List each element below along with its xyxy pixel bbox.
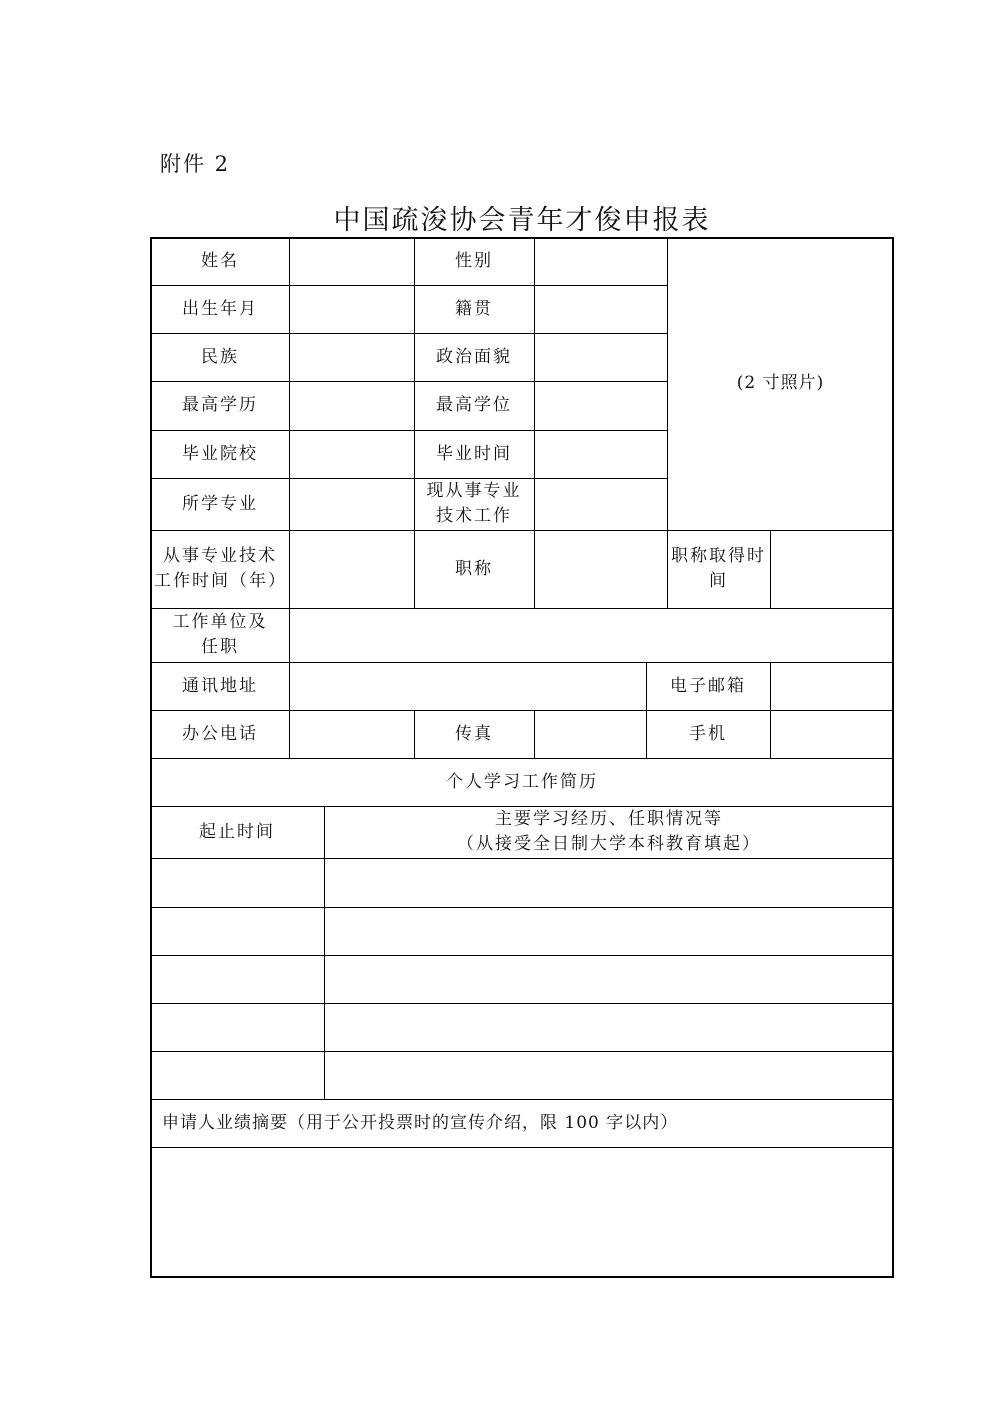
gender-input[interactable] bbox=[534, 237, 667, 285]
education-input[interactable] bbox=[290, 381, 414, 430]
political-status-label: 政治面貌 bbox=[436, 346, 512, 367]
resume-section-header: 个人学习工作简历 bbox=[446, 771, 598, 792]
resume-description-title: 主要学习经历、任职情况等 bbox=[495, 809, 723, 829]
professional-title-label: 职称 bbox=[455, 558, 493, 579]
photo-placeholder[interactable] bbox=[667, 237, 894, 530]
email-input[interactable] bbox=[770, 662, 894, 710]
degree-input[interactable] bbox=[534, 381, 667, 430]
resume-description-input[interactable] bbox=[324, 858, 894, 907]
address-label: 通讯地址 bbox=[182, 675, 258, 696]
school-label: 毕业院校 bbox=[182, 443, 258, 464]
professional-title-input[interactable] bbox=[534, 530, 667, 608]
resume-time-input[interactable] bbox=[150, 1003, 324, 1051]
office-phone-label: 办公电话 bbox=[182, 723, 258, 744]
graduation-time-label: 毕业时间 bbox=[436, 443, 512, 464]
birth-input[interactable] bbox=[290, 285, 414, 333]
mobile-label: 手机 bbox=[689, 723, 727, 744]
title-date-label: 职称取得时间 bbox=[671, 546, 766, 591]
achievement-summary-label: 申请人业绩摘要（用于公开投票时的宣传介绍，限 100 字以内） bbox=[162, 1112, 679, 1133]
political-status-input[interactable] bbox=[534, 333, 667, 381]
resume-description-input[interactable] bbox=[324, 1051, 894, 1099]
resume-time-input[interactable] bbox=[150, 907, 324, 955]
resume-time-input[interactable] bbox=[150, 1051, 324, 1099]
native-place-input[interactable] bbox=[534, 285, 667, 333]
resume-description-input[interactable] bbox=[324, 907, 894, 955]
form-title: 中国疏浚协会青年才俊申报表 bbox=[333, 205, 711, 236]
education-label: 最高学历 bbox=[182, 395, 258, 415]
name-label: 姓名 bbox=[201, 250, 239, 271]
achievement-summary-input[interactable] bbox=[150, 1147, 894, 1278]
ethnicity-input[interactable] bbox=[290, 333, 414, 381]
gender-label: 性别 bbox=[455, 250, 493, 271]
degree-label: 最高学位 bbox=[436, 395, 512, 415]
resume-time-input[interactable] bbox=[150, 858, 324, 907]
years-label: 从事专业技术工作时间（年） bbox=[154, 546, 287, 591]
major-label: 所学专业 bbox=[182, 493, 258, 514]
mobile-input[interactable] bbox=[770, 710, 894, 758]
resume-time-input[interactable] bbox=[150, 955, 324, 1003]
resume-description-header bbox=[324, 806, 894, 858]
photo-label: (2 寸照片) bbox=[736, 373, 825, 393]
birth-label: 出生年月 bbox=[182, 298, 258, 319]
graduation-time-input[interactable] bbox=[534, 430, 667, 478]
resume-time-header: 起止时间 bbox=[199, 821, 275, 842]
current-major-label: 现从事专业技术工作 bbox=[426, 481, 522, 526]
resume-description-input[interactable] bbox=[324, 1003, 894, 1051]
major-input[interactable] bbox=[290, 478, 414, 530]
address-input[interactable] bbox=[290, 662, 646, 710]
native-place-label: 籍贯 bbox=[455, 298, 493, 319]
school-input[interactable] bbox=[290, 430, 414, 478]
resume-description-note: （从接受全日制大学本科教育填起） bbox=[457, 834, 761, 854]
ethnicity-label: 民族 bbox=[201, 346, 239, 367]
fax-input[interactable] bbox=[534, 710, 646, 758]
title-date-input[interactable] bbox=[770, 530, 894, 608]
current-major-input[interactable] bbox=[534, 478, 667, 530]
fax-label: 传真 bbox=[455, 723, 493, 744]
years-input[interactable] bbox=[290, 530, 414, 608]
attachment-label: 附件 2 bbox=[160, 152, 231, 176]
resume-description-input[interactable] bbox=[324, 955, 894, 1003]
office-phone-input[interactable] bbox=[290, 710, 414, 758]
email-label: 电子邮箱 bbox=[670, 675, 746, 696]
name-input[interactable] bbox=[290, 237, 414, 285]
employer-input[interactable] bbox=[290, 608, 894, 662]
employer-label: 工作单位及任职 bbox=[172, 612, 268, 657]
